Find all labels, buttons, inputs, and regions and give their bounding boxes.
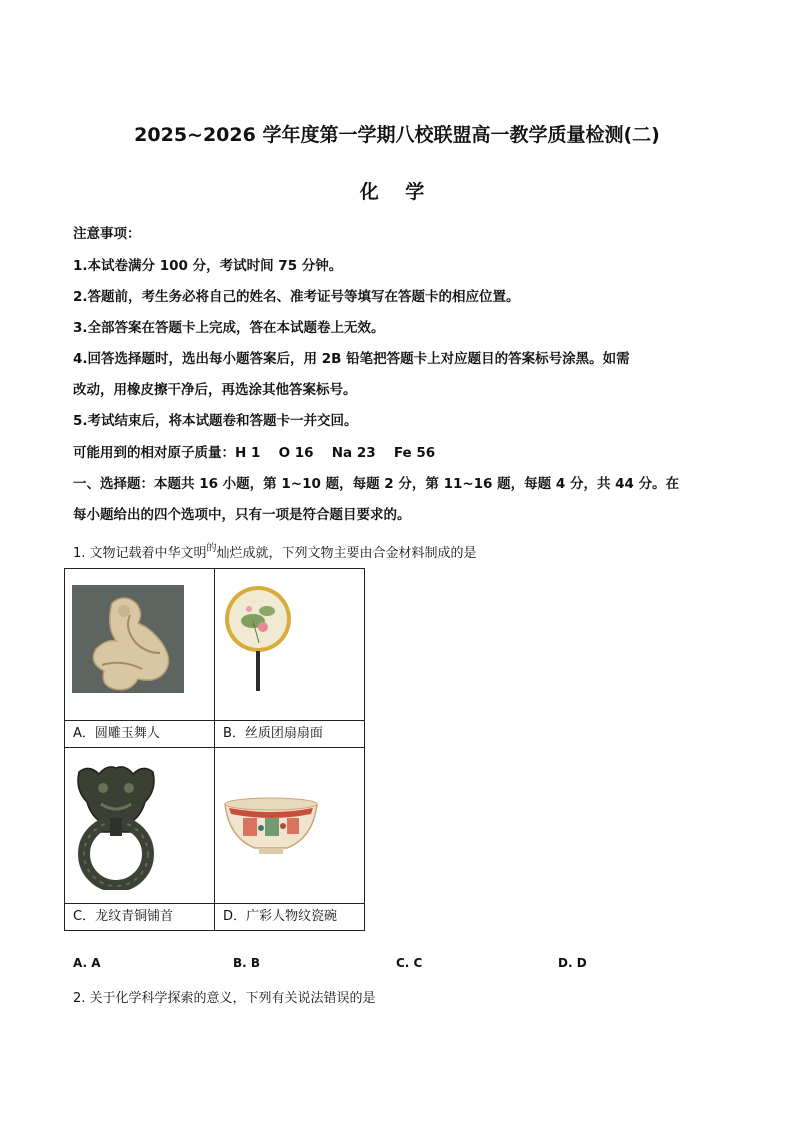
option-d-label: D．广彩人物纹瓷碗 bbox=[215, 904, 365, 931]
jade-dancer-icon bbox=[72, 585, 184, 693]
question-1-options-table bbox=[64, 568, 365, 931]
note-item-2: 2.答题前，考生务必将自己的姓名、准考证号等填写在答题卡的相应位置。 bbox=[73, 289, 520, 305]
option-d-image-cell bbox=[215, 748, 365, 904]
option-c-label: C．龙纹青铜铺首 bbox=[65, 904, 215, 931]
question-1-stem bbox=[73, 542, 477, 561]
question-2-stem: 2. 关于化学科学探索的意义，下列有关说法错误的是 bbox=[73, 991, 376, 1006]
note-item-1: 1.本试卷满分 100 分，考试时间 75 分钟。 bbox=[73, 258, 343, 274]
porcelain-bowl-icon bbox=[223, 794, 319, 864]
bronze-knocker-icon bbox=[71, 762, 161, 890]
option-b-label: B．丝质团扇扇面 bbox=[215, 721, 365, 748]
question-1-stem-a: 1. 文物记载着中华文明 bbox=[73, 546, 207, 561]
exam-title: 2025~2026 学年度第一学期八校联盟高一教学质量检测(二) bbox=[134, 124, 660, 146]
option-b-image-cell bbox=[215, 569, 365, 721]
choice-c[interactable]: C. C bbox=[396, 956, 423, 970]
note-item-4-cont: 改动，用橡皮擦干净后，再选涂其他答案标号。 bbox=[73, 382, 357, 398]
atomic-mass-line: 可能用到的相对原子质量：H 1 O 16 Na 23 Fe 56 bbox=[73, 445, 436, 461]
choice-a[interactable]: A. A bbox=[73, 956, 101, 970]
notes-heading: 注意事项： bbox=[73, 226, 141, 242]
section1-line1: 一、选择题：本题共 16 小题，第 1~10 题，每题 2 分，第 11~16 题，每题 4 分，共 44 分。在 bbox=[73, 476, 680, 492]
note-item-3: 3.全部答案在答题卡上完成，答在本试题卷上无效。 bbox=[73, 320, 385, 336]
note-item-5: 5.考试结束后，将本试题卷和答题卡一并交回。 bbox=[73, 413, 358, 429]
note-item-4: 4.回答选择题时，选出每小题答案后，用 2B 铅笔把答题卡上对应题目的答案标号涂黑。如需 bbox=[73, 351, 630, 367]
option-a-image-cell bbox=[65, 569, 215, 721]
option-c-image-cell bbox=[65, 748, 215, 904]
choice-b[interactable]: B. B bbox=[233, 956, 261, 970]
question-1-stem-b: 灿烂成就，下列文物主要由合金材料制成的是 bbox=[216, 546, 477, 561]
option-a-label: A．圆雕玉舞人 bbox=[65, 721, 215, 748]
silk-fan-icon bbox=[223, 581, 293, 693]
question-1-stem-sup: 的 bbox=[206, 543, 217, 554]
subject-title: 化 学 bbox=[359, 181, 435, 203]
section1-line2: 每小题给出的四个选项中，只有一项是符合题目要求的。 bbox=[73, 507, 411, 523]
choice-d[interactable]: D. D bbox=[558, 956, 587, 970]
